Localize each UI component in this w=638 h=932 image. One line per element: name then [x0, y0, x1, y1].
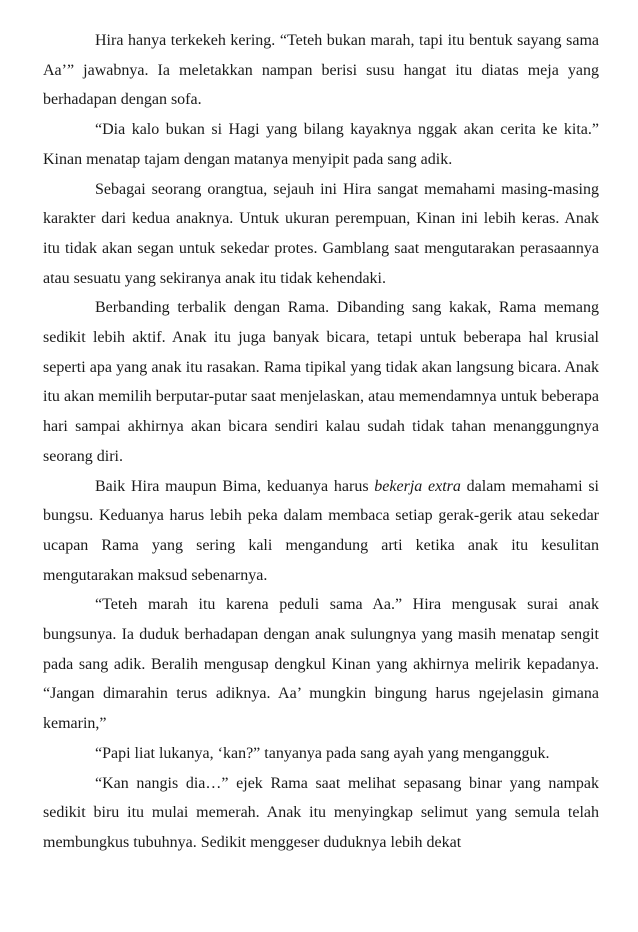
paragraph: “Papi liat lukanya, ‘kan?” tanyanya pada sang ayah yang mengangguk. [95, 744, 550, 762]
paragraph-text: dalam memahami si bungsu. Keduanya harus lebih peka dalam membaca setiap gerak-gerik atau sekedar ucapan Rama yang sering kali mengandung arti ketika anak itu kesulitan mengutarakan maksud sebenarnya. [43, 477, 599, 584]
paragraph: “Teteh marah itu karena peduli sama Aa.” Hira mengusak surai anak bungsunya. Ia duduk berhadapan dengan anak sulungnya yang masih menatap sengit pada sang adik. Beralih mengusap dengkul Kinan yang akhirnya melirik kepadanya. “Jangan dimarahin terus adiknya. Aa’ mungkin bingung harus ngejelasin gimana kemarin,” [43, 596, 599, 733]
italic-text: bekerja extra [374, 477, 461, 495]
paragraph: Sebagai seorang orangtua, sejauh ini Hira sangat memahami masing-masing karakter dari kedua anaknya. Untuk ukuran perempuan, Kinan ini lebih keras. Anak itu tidak akan segan untuk sekedar protes. Gamblang saat mengutarakan perasaannya atau sesuatu yang sekiranya anak itu tidak kehendaki. [43, 180, 599, 287]
paragraph: Berbanding terbalik dengan Rama. Dibanding sang kakak, Rama memang sedikit lebih aktif. Anak itu juga banyak bicara, tetapi untuk beberapa hal krusial seperti apa yang anak itu rasakan. Rama tipikal yang tidak akan langsung bicara. Anak itu akan memilih berputar-putar saat menjelaskan, atau memendamnya untuk beberapa hari sampai akhirnya akan bicara sendiri kalau sudah tidak tahan menanggungnya seorang diri. [43, 299, 599, 465]
document-page [43, 26, 599, 858]
paragraph: Hira hanya terkekeh kering. “Teteh bukan marah, tapi itu bentuk sayang sama Aa’” jawabnya. Ia meletakkan nampan berisi susu hangat itu diatas meja yang berhadapan dengan sofa. [43, 32, 599, 109]
paragraph: “Kan nangis dia…” ejek Rama saat melihat sepasang binar yang nampak sedikit biru itu mulai memerah. Anak itu menyingkap selimut yang semula telah membungkus tubuhnya. Sedikit menggeser duduknya lebih dekat [43, 774, 599, 851]
paragraph: “Dia kalo bukan si Hagi yang bilang kayaknya nggak akan cerita ke kita.” Kinan menatap tajam dengan matanya menyipit pada sang adik. [43, 121, 599, 168]
paragraph-text: Baik Hira maupun Bima, keduanya harus [95, 477, 375, 495]
paragraph [43, 472, 599, 591]
